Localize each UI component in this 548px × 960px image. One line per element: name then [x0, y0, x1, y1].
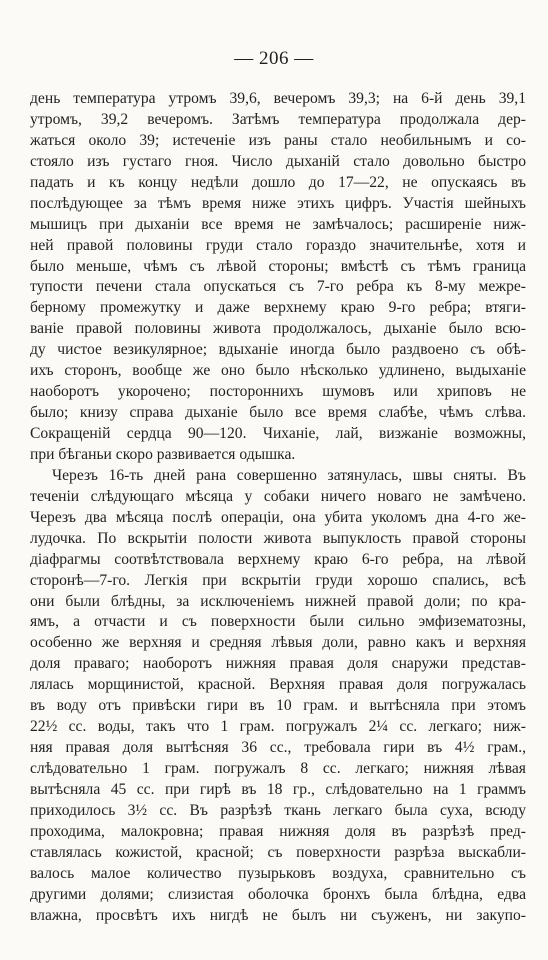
text-line: особенно же верхняя и средняя лѣвыя доли, равно какъ и верхняя — [30, 634, 526, 652]
text-line: ихъ сторонъ, вообще же оно было нѣсколько удлинено, выдыханіе — [30, 362, 526, 380]
text-line: слѣдовательно 1 грам. погружалъ 8 сс. легкаго; нижняя лѣвая — [30, 760, 526, 777]
text-line: няя правая доля вытѣсняя 36 сс., требовала гири въ 4½ грам., — [30, 739, 526, 757]
text-line: тупости печени стала опускаться съ 7-го ребра къ 8-му межре- — [30, 278, 526, 296]
text-line: Черезъ 16-ть дней рана совершенно затянулась, швы сняты. Въ — [52, 466, 526, 484]
text-line: наоборотъ укорочено; постороннихъ шумовъ или хриповъ не — [30, 383, 526, 401]
text-line: утромъ, 39,2 вечеромъ. Затѣмъ температура продолжала дер- — [30, 110, 526, 128]
text-line: лялась морщинистой, красной. Верхняя правая доля погружалась — [30, 676, 526, 694]
text-line: мышицъ при дыханіи все время не замѣчалось; расширеніе ниж- — [30, 215, 526, 233]
text-line: ваніе правой половины живота продолжалось, дыханіе было всю- — [30, 320, 526, 338]
text-line: послѣдующее за тѣмъ время ниже этихъ цифръ. Участія шейныхъ — [30, 194, 526, 212]
body-text — [30, 89, 526, 927]
text-line: теченіи слѣдующаго мѣсяца у собаки ничего новаго не замѣчено. — [30, 487, 526, 505]
text-line: Сокращеній сердца 90—120. Чиханіе, лай, визжаніе возможны, — [30, 425, 526, 442]
text-line: сторонѣ—7-го. Легкія при вскрытіи груди хорошо спались, всѣ — [30, 571, 526, 589]
text-line: при бѣганьи скоро развивается одышка. — [30, 445, 296, 463]
text-line: вытѣсняла 45 сс. при гирѣ въ 18 гр., слѣдовательно на 1 граммъ — [30, 780, 526, 798]
paragraph-1 — [30, 89, 526, 466]
text-line: ямъ, а отчасти и съ поверхности были сильно эмфизематозны, — [30, 613, 526, 631]
text-line: влажна, просвѣтъ ихъ нигдѣ не былъ ни съуженъ, ни закупо- — [30, 906, 526, 924]
text-line: 22½ сс. воды, такъ что 1 грам. погружалъ 2¼ сс. легкаго; ниж- — [30, 718, 526, 736]
text-line: они были блѣдны, за исключеніемъ нижней правой доли; по кра- — [30, 592, 526, 610]
text-line: доля праваго; наоборотъ нижняя правая доля снаружи представ- — [30, 655, 526, 673]
text-line: лудочка. По вскрытіи полости живота выпуклость правой стороны — [30, 529, 526, 547]
text-line: приходилось 3½ сс. Въ разрѣзѣ ткань легкаго была суха, всюду — [30, 801, 526, 819]
text-line: ней правой половины груди стало гораздо значительнѣе, хотя и — [30, 236, 526, 254]
text-line: проходима, малокровна; правая нижняя доля въ разрѣзѣ пред- — [30, 822, 526, 840]
text-line: ставлялась кожистой, красной; съ поверхности разрѣза выскабли- — [30, 843, 526, 861]
text-line: жаться около 39; истеченіе изъ раны стало необильнымъ и со- — [30, 131, 526, 149]
text-line: было меньше, чѣмъ съ лѣвой стороны; вмѣстѣ съ тѣмъ граница — [30, 257, 526, 275]
page-number: — 206 — — [234, 48, 314, 69]
text-line: стояло изъ густаго гноя. Число дыханій стало довольно быстро — [30, 152, 526, 170]
text-line: діафрагмы соотвѣтствовала верхнему краю 6-го ребра, на лѣвой — [30, 550, 526, 568]
paragraph-2 — [30, 466, 526, 927]
text-line: ду чистое везикулярное; вдыханіе иногда было раздвоено съ обѣ- — [30, 341, 526, 359]
text-line: въ воду отъ привѣски гири въ 10 грам. и вытѣсняла при этомъ — [30, 697, 526, 715]
text-line: Черезъ два мѣсяца послѣ операціи, она убита уколомъ дна 4-го же- — [30, 508, 526, 526]
text-line: день температура утромъ 39,6, вечеромъ 39,3; на 6-й день 39,1 — [30, 90, 526, 107]
text-line: берному промежутку и даже верхнему краю 9-го ребра; втяги- — [30, 299, 526, 317]
text-line: валось малое количество пузырьковъ воздуха, сравнительно съ — [30, 864, 526, 882]
text-line: падать и къ концу недѣли дошло до 17—22, не опускаясь въ — [30, 173, 526, 191]
text-line: было; книзу справа дыханіе было все время слабѣе, чѣмъ слѣва. — [30, 404, 526, 422]
text-line: другими долями; слизистая оболочка бронхъ была блѣдна, едва — [30, 885, 526, 903]
